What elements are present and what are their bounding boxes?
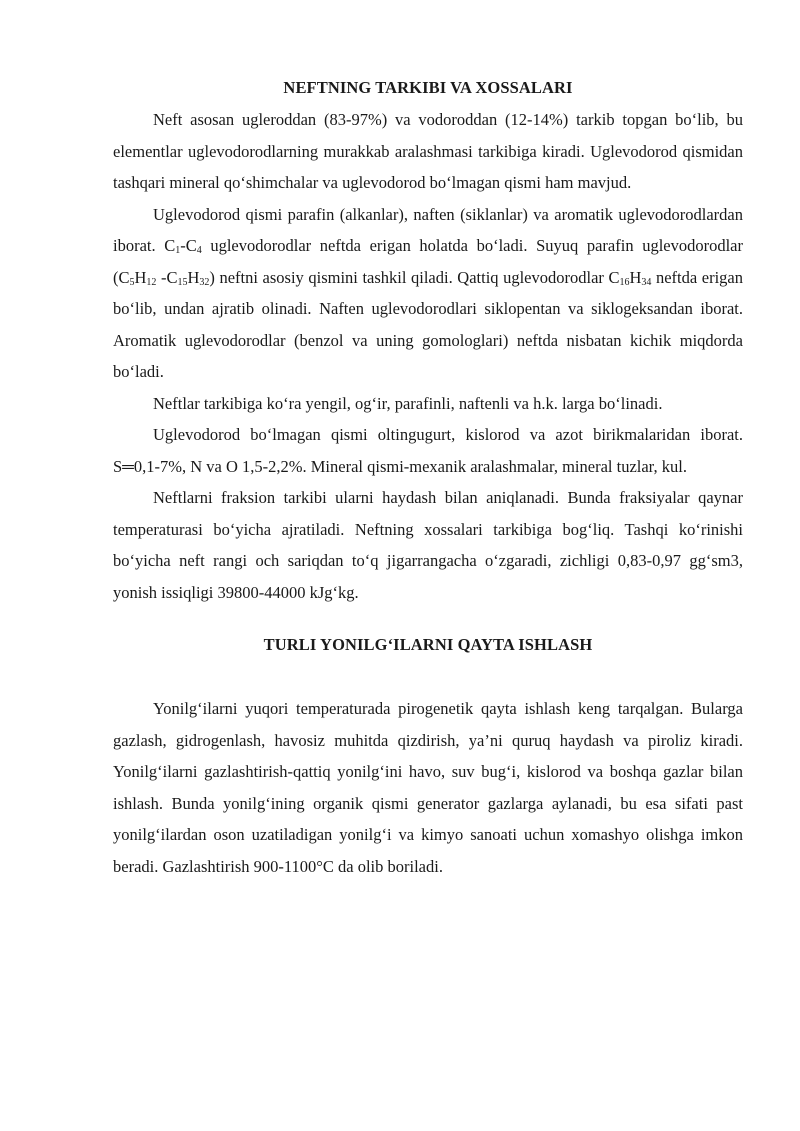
text-run: uglevodorodlar neftda erigan holatda bo‘ladi. Suyuq parafin uglevodorodlar (C (113, 236, 743, 287)
subscript: 34 (641, 276, 652, 288)
subscript: 5 (129, 276, 135, 288)
subscript: 32 (199, 276, 210, 288)
paragraph-oil-elements: Neft asosan ugleroddan (83-97%) va vodoroddan (12-14%) tarkib topgan bo‘lib, bu elementlar uglevodorodlarning murakkab aralashmasi tarkibiga kiradi. Uglevodorod qismidan tashqari mineral qo‘shimchalar va uglevodorod bo‘lmagan qismi ham mavjud. (113, 110, 743, 192)
paragraph-non-hydrocarbon-part: Uglevodorod bo‘lmagan qismi oltingugurt, kislorod va azot birikmalaridan iborat. S═0,1-7%, N va O 1,5-2,2%. Mineral qismi-mexanik aralashmalar, mineral tuzlar, kul. (113, 425, 743, 476)
text-run: -C (156, 267, 178, 287)
text-run: H (187, 267, 200, 287)
paragraph-fractional-composition: Neftlarni fraksion tarkibi ularni haydash bilan aniqlanadi. Bunda fraksiyalar qaynar temperaturasi bo‘yicha ajratiladi. Neftning xossalari tarkibiga bog‘liq. Tashqi ko‘rinishi bo‘yicha neft rangi och sariqdan to‘q jigarrangacha o‘zgaradi, zichligi 0,83-0,97 gg‘sm3, yonish issiqligi 39800-44000 kJg‘kg. (113, 488, 743, 602)
text-run: H (134, 267, 147, 287)
subscript: 15 (177, 276, 188, 288)
subscript: 4 (196, 245, 202, 256)
paragraph-pyrogenetic-processing: Yonilg‘ilarni yuqori temperaturada pirogenetik qayta ishlash keng tarqalgan. Bularga gazlash, gidrogenlash, havosiz muhitda qizdirish, ya’ni quruq haydash va piroliz kiradi. Yonilg‘ilarni gazlashtirish-qattiq yonilg‘ini havo, suv bug‘i, kislorod va boshqa gazlar bilan ishlash. Bunda yonilg‘ining organik qismi generator gazlarga aylanadi, bu esa sifati past yonilg‘ilardan oson uzatiladigan yonilg‘i va kimyo sanoati uchun xomashyo olishga imkon beradi. Gazlashtirish 900-1100°C da olib boriladi. (113, 699, 743, 876)
text-run: H (629, 267, 642, 287)
subscript: 12 (146, 276, 157, 288)
section-title-fuel-processing: TURLI YONILG‘ILARNI QAYTA ISHLASH (263, 635, 593, 654)
subscript: 1 (175, 245, 181, 256)
text-run: Uglevodorod qismi parafin (alkanlar), naften (siklanlar) va aromatik uglevodorodlardan iborat. C (113, 204, 743, 255)
text-run: neftda erigan bo‘lib, undan ajratib olinadi. Naften uglevodorodlari siklopentan va siklogeksandan iborat. Aromatik uglevodorodlar (benzol va uning gomologlari) neftda nisbatan kichik miqdorda bo‘ladi. (113, 267, 744, 381)
subscript: 16 (619, 276, 630, 288)
section-title-oil-composition: NEFTNING TARKIBI VA XOSSALARI (283, 78, 573, 97)
text-run: ) neftni asosiy qismini tashkil qiladi. Qattiq uglevodorodlar C (209, 267, 620, 287)
text-run: -C (180, 236, 197, 255)
document-page (113, 72, 743, 882)
paragraph-hydrocarbon-part (113, 199, 743, 388)
paragraph-oil-types: Neftlar tarkibiga ko‘ra yengil, og‘ir, parafinli, naftenli va h.k. larga bo‘linadi. (153, 393, 663, 413)
